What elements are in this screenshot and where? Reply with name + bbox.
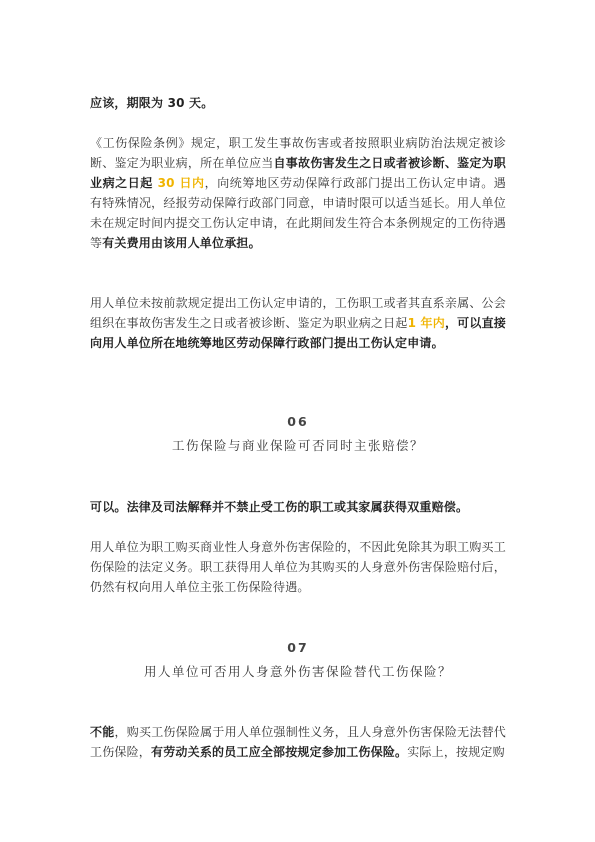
- highlight-text: 30 日内: [152, 176, 205, 190]
- paragraph-deadline-summary: [90, 93, 506, 113]
- bold-text: 有劳动关系的员工应全部按规定参加工伤保险。: [151, 745, 408, 759]
- body-text: 用人单位未按前款规定提出工伤认定申请的，工伤职工或者其直系亲属、公会组织在事故伤害发生之日或者被诊断、鉴定为职业病之日起: [90, 296, 506, 330]
- paragraph-answer-07: [90, 722, 506, 762]
- body-text: 实际上，按规定购: [407, 745, 505, 759]
- paragraph-employer-failure: [90, 293, 506, 353]
- highlight-text: 1 年内: [407, 316, 445, 330]
- bold-text: 不能: [90, 725, 115, 739]
- section-number-06: 06: [287, 414, 309, 429]
- bold-text: 应该，期限为 30 天。: [90, 96, 214, 110]
- body-text: 用人单位为职工购买商业性人身意外伤害保险的，不因此免除其为职工购买工伤保险的法定义务。职工获得用人单位为其购买的人身意外伤害保险赔付后，仍然有权向用人单位主张工伤保险待遇。: [90, 540, 506, 594]
- paragraph-answer-06: [90, 497, 506, 517]
- section-number-07: 07: [287, 640, 309, 655]
- bold-text: 自事故伤害发生之日或者被诊断、鉴定为职业病之日起: [90, 156, 506, 190]
- body-text: ，向统筹地区劳动保障行政部门提出工伤认定申请。遇有特殊情况，经报劳动保障行政部门同意，申请时限可以适当延长。用人单位未在规定时间内提交工伤认定申请，在此期间发生符合本条例规定的工伤待遇等: [90, 176, 506, 250]
- bold-text: 可以。法律及司法解释并不禁止受工伤的职工或其家属获得双重赔偿。: [90, 500, 469, 514]
- section-title-07: 用人单位可否用人身意外伤害保险替代工伤保险？: [143, 664, 452, 679]
- bold-text: 有关费用由该用人单位承担。: [102, 236, 261, 250]
- paragraph-explanation-06: [90, 537, 506, 597]
- body-text: 《工伤保险条例》规定，职工发生事故伤害或者按照职业病防治法规定被诊断、鉴定为职业病，所在单位应当: [90, 136, 506, 170]
- bold-text: ，可以直接向用人单位所在地统筹地区劳动保障行政部门提出工伤认定申请。: [90, 316, 506, 350]
- section-title-06: 工伤保险与商业保险可否同时主张赔偿？: [171, 438, 424, 453]
- paragraph-regulation: [90, 133, 506, 253]
- body-text: ，购买工伤保险属于用人单位强制性义务，且人身意外伤害保险无法替代工伤保险，: [90, 725, 507, 759]
